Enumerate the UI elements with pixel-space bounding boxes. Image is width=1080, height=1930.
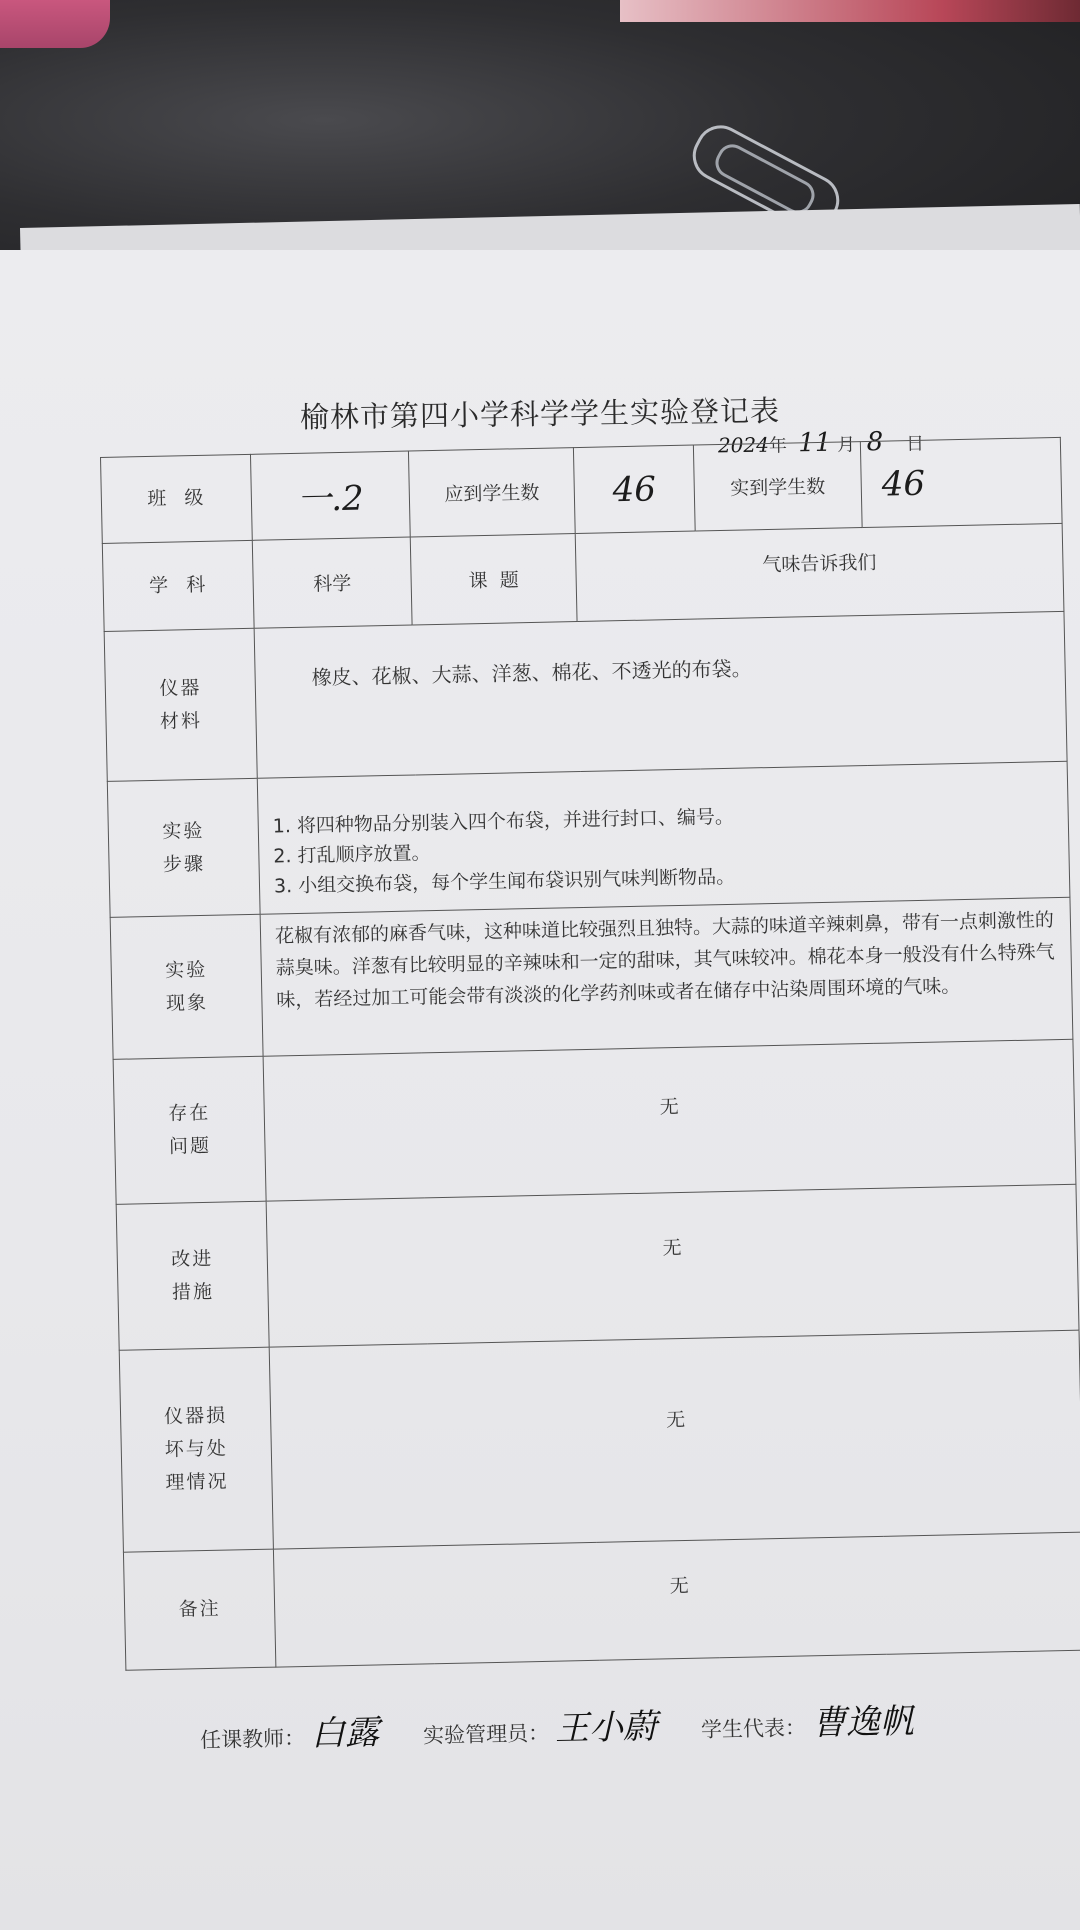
row-remarks bbox=[123, 1532, 1080, 1670]
expected-label: 应到学生数 bbox=[444, 481, 540, 506]
actual-label-cell bbox=[693, 442, 862, 531]
topic-label: 课 题 bbox=[468, 569, 519, 593]
improve-label-1: 改进 bbox=[171, 1247, 214, 1271]
date-month-suffix: 月 bbox=[837, 434, 856, 456]
improve-label-2: 措施 bbox=[171, 1280, 215, 1304]
date-day: 8 bbox=[866, 427, 884, 458]
student-label: 学生代表： bbox=[700, 1715, 807, 1742]
expected-label-cell bbox=[408, 448, 575, 537]
class-value: 一.2 bbox=[296, 478, 365, 520]
class-label: 班 级 bbox=[147, 486, 206, 511]
expected-value: 46 bbox=[612, 468, 657, 510]
materials-value: 橡皮、花椒、大蒜、洋葱、棉花、不透光的布袋。 bbox=[311, 656, 752, 690]
date-month: 11 bbox=[798, 427, 832, 459]
pink-object bbox=[0, 0, 110, 48]
admin-signature: 王小蔚 bbox=[554, 1706, 658, 1749]
teacher-label: 任课教师： bbox=[199, 1726, 306, 1753]
steps-label-1: 实验 bbox=[162, 819, 205, 843]
step-item: 3. 小组交换布袋，每个学生闻布袋识别气味判断物品。 bbox=[273, 865, 736, 897]
row-problems bbox=[113, 1039, 1076, 1204]
damage-label-2: 坏与处 bbox=[164, 1437, 229, 1461]
subject-label: 学 科 bbox=[148, 573, 208, 597]
materials-label-2: 材料 bbox=[159, 709, 203, 733]
form-table bbox=[100, 437, 1080, 1671]
date-day-suffix: 日 bbox=[905, 433, 925, 455]
materials-label-1: 仪器 bbox=[159, 676, 202, 700]
problems-label-2: 问题 bbox=[168, 1134, 212, 1158]
actual-value-cell bbox=[860, 437, 1062, 527]
phenomena-label-1: 实验 bbox=[165, 958, 208, 982]
row-improve bbox=[116, 1184, 1079, 1350]
expected-value-cell bbox=[573, 445, 695, 533]
phenomena-value: 花椒有浓郁的麻香气味，这种味道比较强烈且独特。大蒜的味道辛辣刺鼻，带有一点刺激性的蒜臭味。洋葱有比较明显的辛辣味和一定的甜味，其气味较冲。棉花本身一般没有什么特殊气味，若经过加工可能会带有淡淡的化学药剂味或者在储存中沾染周围环境的气味。 bbox=[274, 909, 1055, 1012]
document-title: 榆林市第四小学科学学生实验登记表 bbox=[299, 393, 781, 435]
teacher-signature: 白露 bbox=[310, 1712, 380, 1755]
remarks-value: 无 bbox=[669, 1574, 690, 1598]
subject-value: 科学 bbox=[312, 572, 352, 596]
row-steps bbox=[107, 761, 1070, 917]
actual-label: 实到学生数 bbox=[730, 475, 826, 500]
remarks-label: 备注 bbox=[178, 1597, 221, 1621]
step-item: 1. 将四种物品分别装入四个布袋，并进行封口、编号。 bbox=[272, 805, 735, 837]
row-phenomena bbox=[110, 897, 1073, 1059]
problems-label-1: 存在 bbox=[168, 1101, 211, 1125]
student-signature: 曹逸帆 bbox=[811, 1701, 915, 1744]
damage-label-3: 理情况 bbox=[165, 1470, 229, 1494]
date-year: 2024 bbox=[717, 432, 770, 458]
row-damage bbox=[119, 1330, 1080, 1552]
class-label-cell bbox=[101, 454, 253, 543]
admin-label: 实验管理员： bbox=[422, 1721, 550, 1748]
topic-value: 气味告诉我们 bbox=[762, 551, 877, 577]
registration-form bbox=[100, 437, 1080, 1677]
date-year-suffix: 年 bbox=[768, 435, 788, 457]
phenomena-label-2: 现象 bbox=[165, 991, 209, 1015]
improve-value: 无 bbox=[662, 1236, 682, 1260]
steps-label-2: 步骤 bbox=[162, 852, 206, 876]
damage-value: 无 bbox=[666, 1408, 686, 1432]
class-value-cell bbox=[250, 451, 410, 540]
actual-value: 46 bbox=[881, 463, 926, 505]
damage-label-1: 仪器损 bbox=[163, 1404, 228, 1428]
pink-object-top-right bbox=[620, 0, 1080, 22]
step-item: 2. 打乱顺序放置。 bbox=[273, 841, 431, 867]
row-materials bbox=[104, 611, 1067, 781]
problems-value: 无 bbox=[659, 1096, 679, 1119]
